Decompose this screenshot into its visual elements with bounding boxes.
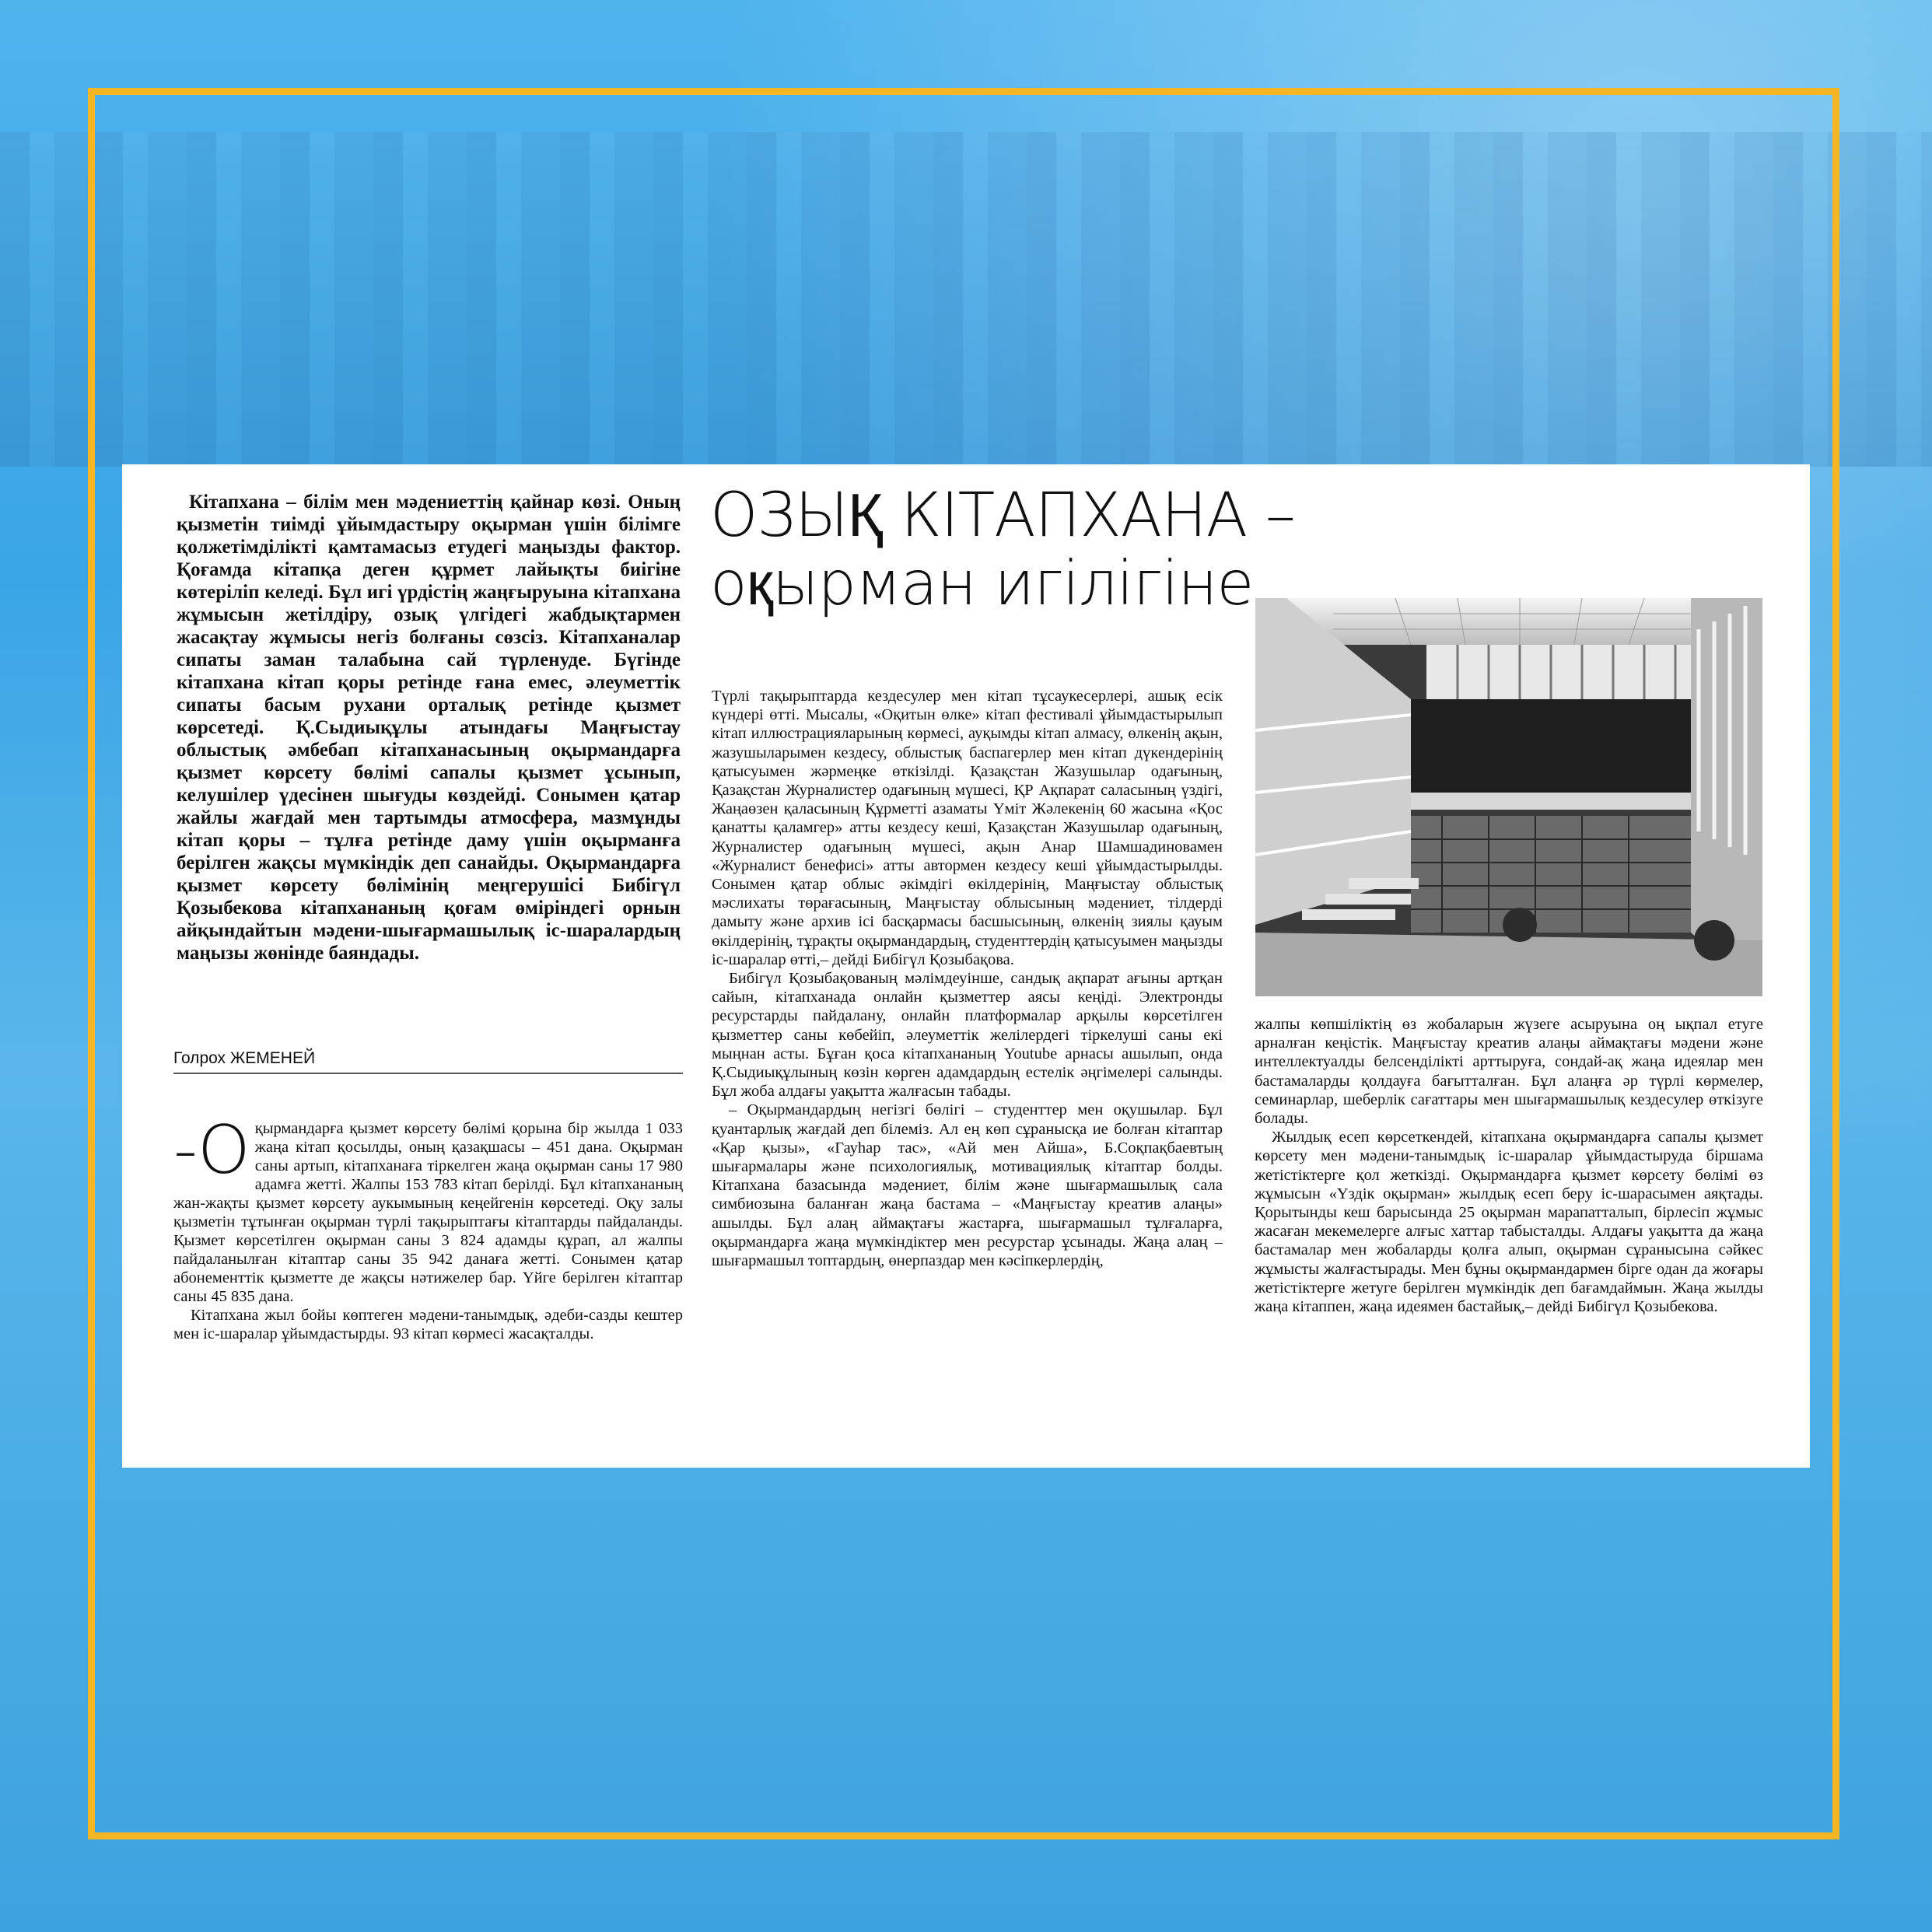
article-lead: Кітапхана – білім мен мәдениеттің қайнар көзі. Оның қызметін тиімді ұйымдастыру оқырман үшін білімге қолжетімділікті қамтамасыз етудегі маңызды фактор. Қоғамда кітапқа деген құрмет лайықты биігіне көтеріліп келеді. Бұл игі үрдістің жаңғыруына кітапхана жұмысын жетілдіру, озық үлгідегі жабдықтармен жасақтау жұмысы негіз болғаны сөзсіз. Кітапханалар сипаты заман талабына сай түрленуде. Бүгінде кітапхана кітап қоры ретінде ғана емес, әлеуметтік сипаты басым рухани орталық ретінде қызмет көрсетеді. Қ.Сыдиықұлы атындағы Маңғыстау облыстық әмбебап кітапханасының оқырмандарға қызмет көрсету бөлімі сапалы қызмет ұсынып, келушілер үдесінен шығуды көздейді. Сонымен қатар жайлы жағдай мен тартымды атмосфера, мазмұнды кітап қоры – тұлға ретінде даму үшін оқырманға берілген жақсы мүмкіндік деп санайды. Оқырмандарға қызмет көрсету бөлімінің меңгерушісі Бибігүл Қозыбекова кітапхананың қоғам өміріндегі орнын айқындайтын мәдени-шығармашылық іс-шаралардың маңызы жөнінде баяндады. bbox=[177, 492, 681, 964]
paragraph: жалпы көпшіліктің өз жобаларын жүзеге асыруына оң ықпал етуге арналған кеңістік. Маңғыстау креатив алаңы аймақтағы мәдени және интеллектуалды белсенділікті арттыруға, сондай-ақ жаңа идеялар мен бастамаларды қолдауға бағытталған. Бұл алаңға әр түрлі көрмелер, семинарлар, шеберлік сағаттары мен шығармашылық кездесулер өткізуге болады. bbox=[1255, 1016, 1763, 1128]
author-byline: Голрох ЖЕМЕНЕЙ bbox=[173, 1049, 683, 1074]
paragraph: -О қырмандарға қызмет көрсету бөлімі қорына бір жылда 1 033 жаңа кітап қосылды, оның қазақшасы – 451 дана. Оқырман саны артып, кітапханаға тіркелген жаңа оқырман саны 17 980 адамға жетті. Жалпы 153 783 кітап берілді. Бұл кітапхананың жан-жақты қызмет көрсету аукымының кеңейгенін көрсетеді. Оқу залы қызметін тұтынған оқырман түрлі тақырыптағы кітаптарды пайдаланды. Қызмет көрсетілген оқырман саны 3 824 адамды құрап, ал жалпы пайдаланылған кітаптар саны 35 942 данаға жетті. Сонымен қатар абонементтік қызметте де жақсы нәтижелер бар. Үйге берілген кітаптар саны 45 835 дана. bbox=[173, 1111, 683, 1305]
library-photo-icon bbox=[1255, 598, 1762, 996]
right-column bbox=[1255, 1015, 1763, 1316]
paragraph: Жылдық есеп көрсеткендей, кітапхана оқырмандарға сапалы қызмет көрсету мен мәдени-танымдық іс-шаралар ұйымдастыруда біршама жетістіктерге қол жеткізді. Оқырмандарға қызмет көрсету бөлімі өз жұмысын «Үздік оқырман» жылдық есеп беру іс-шарасымен аяқтады. Қорытынды кеш барысында 25 оқырман марапатталып, бірлесіп жұмыс жасаған мекемелерге алғыс хаттар табысталды. Алдағы уақытта да жаңа бастамалар мен жобаларды қолға алып, оқырман сұранысына сәйкес жұмысты жалғастырады. Мен бұны оқырмандармен бірге одан да жоғары жетістіктерге жетуге берілген мүмкіндік деп бағамдаймын. Жаңа жылды жаңа кітаппен, жаңа идеямен бастайық,– дейді Бибігүл Қозыбекова. bbox=[1255, 1129, 1763, 1316]
paragraph: Бибігүл Қозыбақованың мәлімдеуінше, сандық ақпарат ағыны артқан сайын, кітапханада онлайн қызметтер аясы кеңіді. Электронды ресурстарды пайдалану, онлайн платформалар арқылы көрсетілген қызметтер саны көбейіп, әлеуметтік желілердегі тіркелуші саны екі мыңнан асты. Бұған қоса кітапхананың Youtube арнасы ашылып, онда Қ.Сыдиықұлының көзін көрген адамдардың естелік әңгімелері салынды. Бұл жоба алдағы уақытта жалғасын табады. bbox=[712, 970, 1223, 1101]
library-interior-photo bbox=[1255, 598, 1762, 996]
article-panel bbox=[122, 464, 1810, 1468]
title-line-1: ОЗЫҚ КІТАПХАНА – bbox=[710, 481, 1295, 551]
drop-cap: -О bbox=[173, 1111, 250, 1189]
paragraph: Түрлі тақырыптарда кездесулер мен кітап тұсаукесерлері, ашық есік күндері өтті. Мысалы, «Оқитын өлке» кітап фестивалі ұйымдастырылып кітап иллюстрацияларының көрмесі, ауқымды кітап алмасу, өлкенің ақын, жазушыларымен кездесу, облыстық баспагерлер мен кітап дүкендерінің қатысуымен жәрмеңке өткізілді. Қазақстан Жазушылар одағының, Қазақстан Журналистер одағының мүшесі, ҚР Ақпарат саласының үздігі, Жаңаөзен қаласының Құрметті азаматы Үміт Жәлекенің 60 жасына «Қос қанатты қаламгер» атты кездесу кеші, Қазақстан Жазушылар одағының, Журналистер одағының мүшесі, ақын Анар Шамшадиновамен «Журналист бенефисі» атты автормен кездесу кеші ұйымдастырылды. Сонымен қатар облыс әкімдігі өкілдерінің, Маңғыстау облыстық мәслихаты төрағасының, Маңғыстау облысының мәдениет, тілдерді дамыту және архив ісі басқармасы басшысының, өлкенің зиялы қауым өкілдерінің, тұрақты оқырмандардың, студенттердің қатысуымен маңызды іс-шаралар өтті,– дейді Бибігүл Қозыбақова. bbox=[712, 688, 1223, 968]
paragraph: Кітапхана жыл бойы көптеген мәдени-танымдық, әдеби-сазды кештер мен іс-шаралар ұйымдастырды. 93 кітап көрмесі жасақталды. bbox=[173, 1307, 683, 1342]
paragraph: – Оқырмандардың негізгі бөлігі – студенттер мен оқушылар. Бұл қуантарлық жағдай деп білеміз. Ал ең көп сұранысқа ие болған кітаптар «Қар қызы», «Гауһар тас», «Ай мен Айша», Б.Соқпақбаевтың шығармалары және психологиялық, мотивациялық кітаптар болды. Кітапхана базасында мәдениет, білім және шығармашылық сала симбиозына баланған жаңа бастама – «Маңғыстау креатив алаңы» ашылды. Бұл алаң аймақтағы жастарға, шығармашыл тұлғаларға, оқырмандарға жаңа мүмкіндіктер мен ресурстар ұсынады. Жаңа алаң – шығармашыл топтардың, өнерпаздар мен кәсіпкерлердің, bbox=[712, 1101, 1223, 1270]
left-column bbox=[173, 1111, 683, 1343]
middle-column bbox=[712, 687, 1223, 1270]
title-line-2: оқырман игілігіне bbox=[710, 549, 1254, 619]
